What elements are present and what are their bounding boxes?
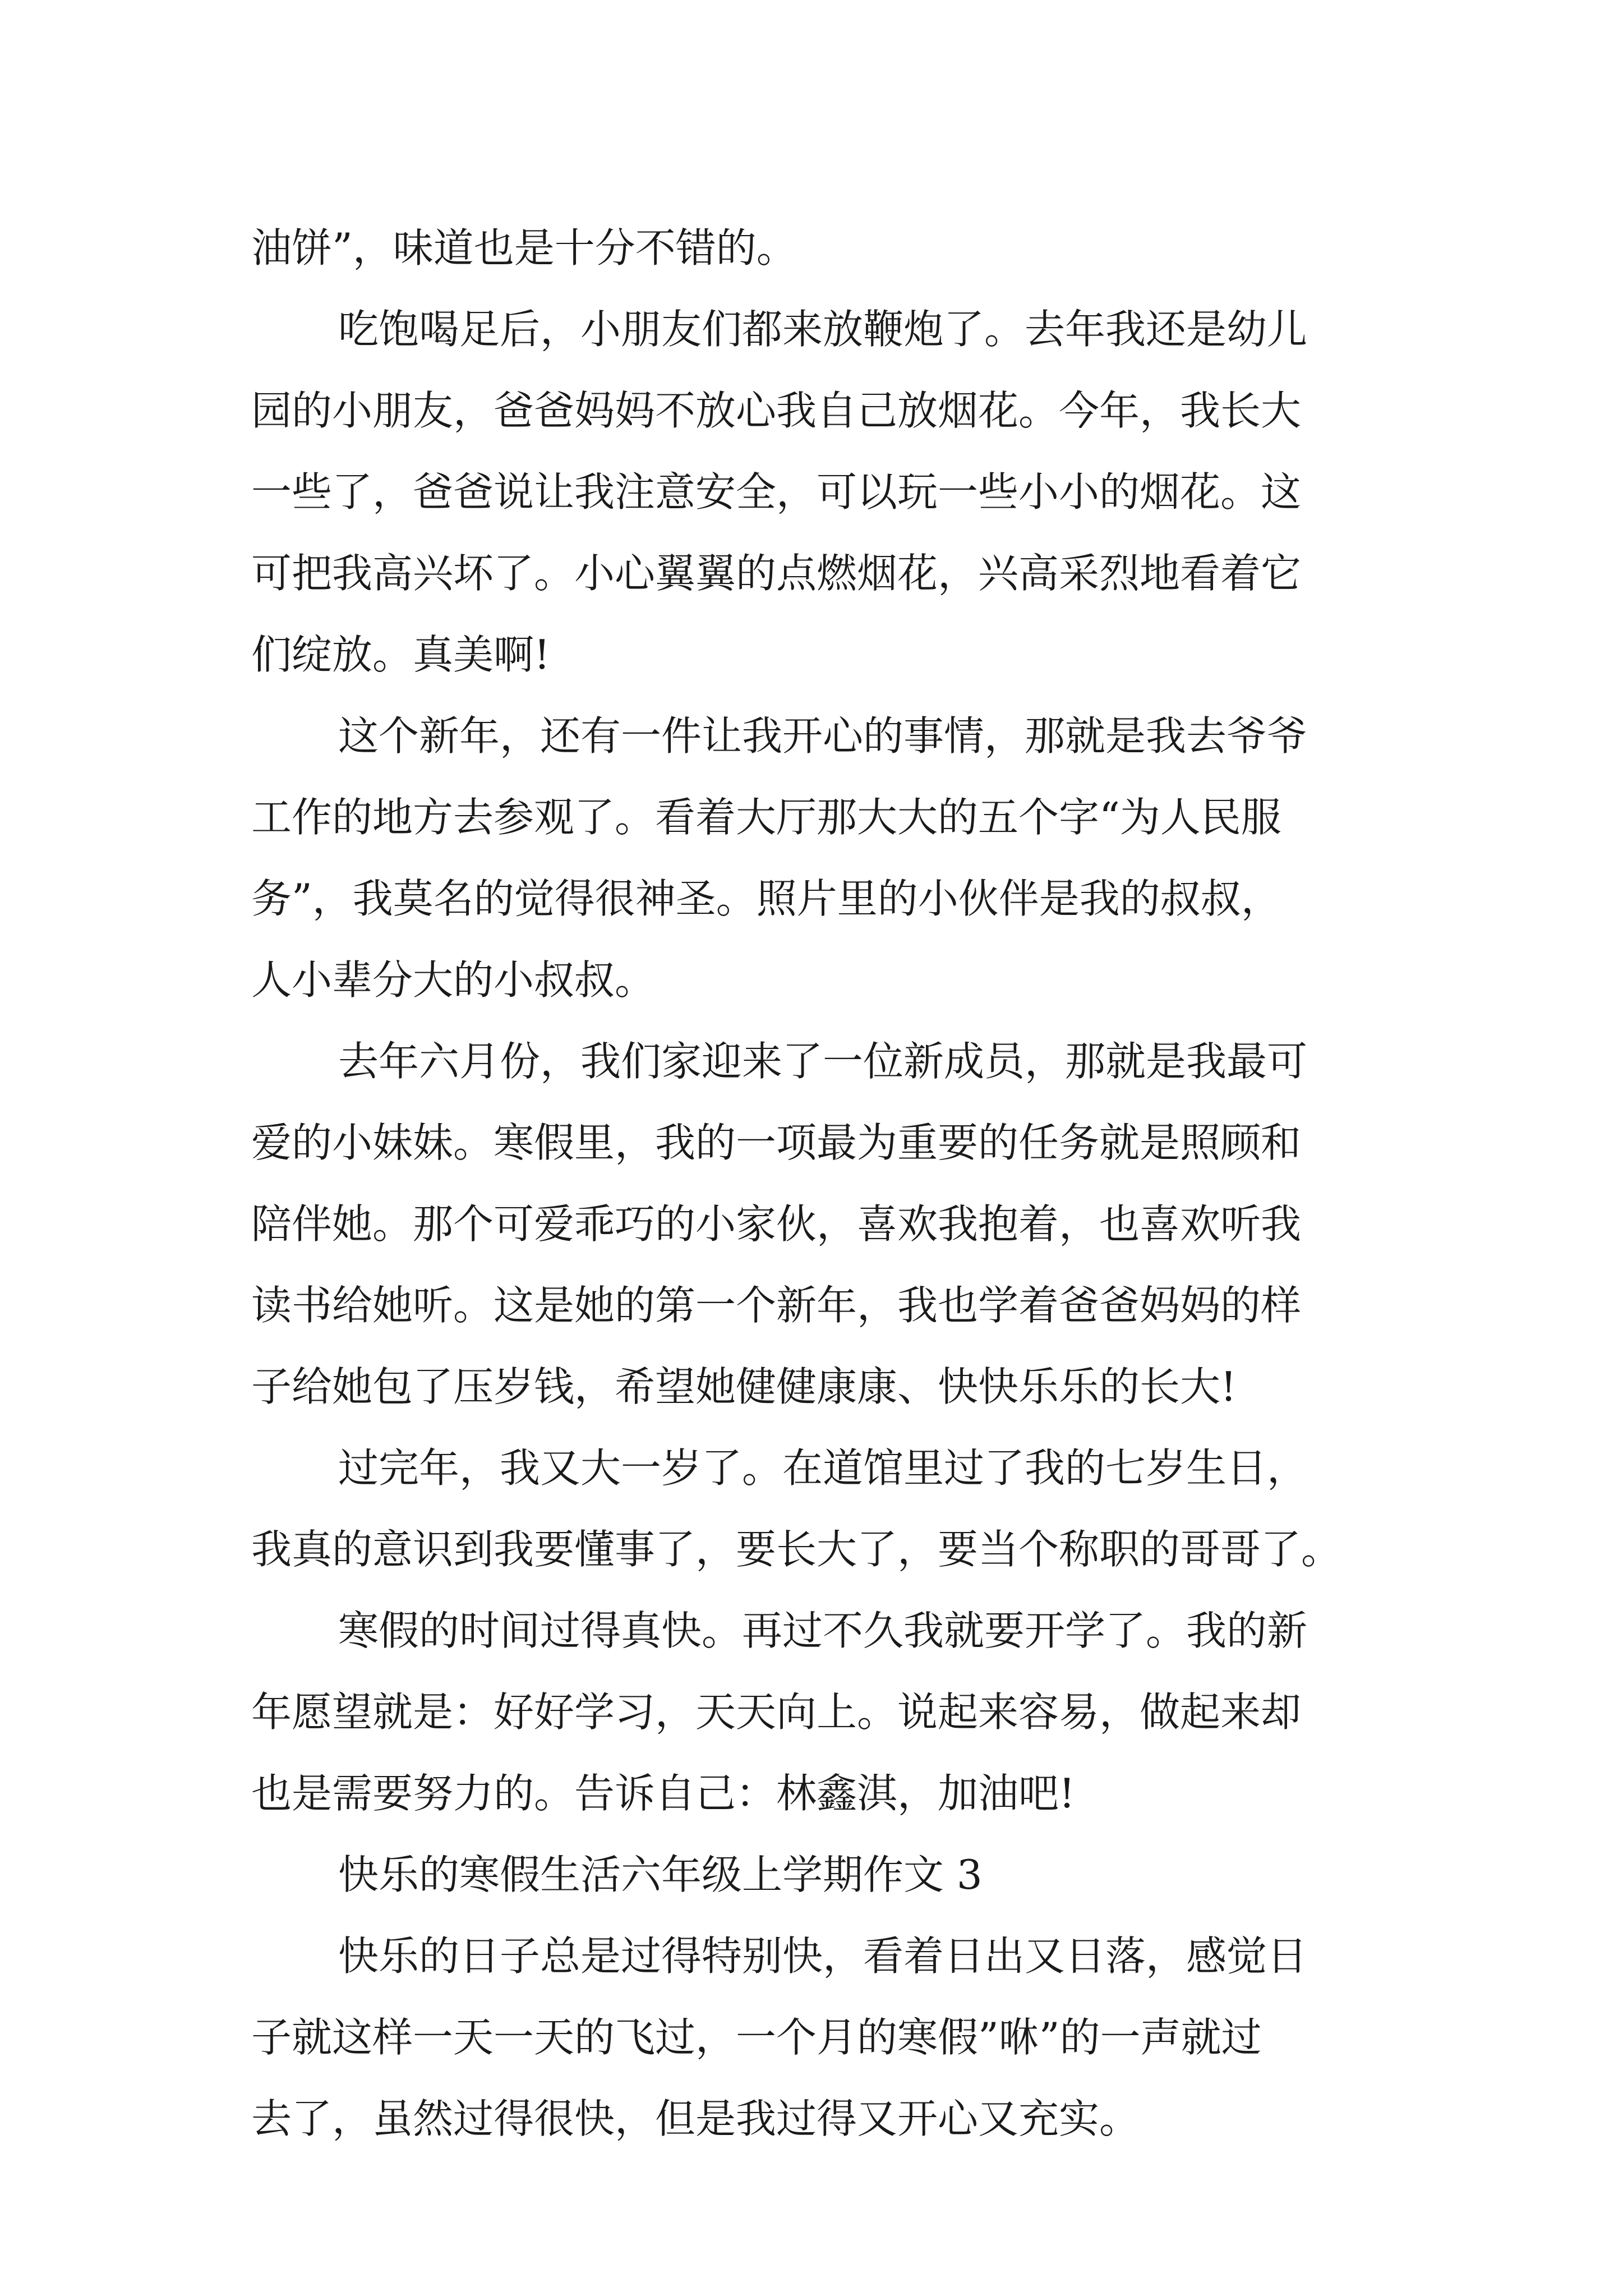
text-line: 爱的小妹妹。寒假里，我的一项最为重要的任务就是照顾和 (251, 1119, 1302, 1166)
paragraph-start-line: 快乐的日子总是过得特别快，看着日出又日落，感觉日 (338, 1932, 1308, 1980)
section-heading: 快乐的寒假生活六年级上学期作文 3 (338, 1851, 983, 1898)
text-line: 我真的意识到我要懂事了，要长大了，要当个称职的哥哥了。 (251, 1526, 1342, 1573)
text-line: 园的小朋友，爸爸妈妈不放心我自己放烟花。今年，我长大 (251, 387, 1302, 434)
paragraph-start-line: 寒假的时间过得真快。再过不久我就要开学了。我的新 (338, 1607, 1308, 1654)
document-body (251, 208, 1390, 2160)
text-line: 们绽放。真美啊! (251, 631, 550, 678)
text-line: 可把我高兴坏了。小心翼翼的点燃烟花，兴高采烈地看着它 (251, 550, 1302, 597)
text-line: 读书给她听。这是她的第一个新年，我也学着爸爸妈妈的样 (251, 1282, 1302, 1329)
text-line: 工作的地方去参观了。看着大厅那大大的五个字“为人民服 (251, 794, 1281, 841)
text-line: 陪伴她。那个可爱乖巧的小家伙，喜欢我抱着，也喜欢听我 (251, 1200, 1302, 1248)
text-line: 油饼”，味道也是十分不错的。 (251, 224, 797, 272)
text-line: 也是需要努力的。告诉自己：林鑫淇，加油吧! (251, 1770, 1075, 1817)
paragraph-start-line: 吃饱喝足后，小朋友们都来放鞭炮了。去年我还是幼儿 (338, 306, 1308, 353)
paragraph-start-line: 去年六月份，我们家迎来了一位新成员，那就是我最可 (338, 1038, 1308, 1085)
text-line: 子给她包了压岁钱，希望她健健康康、快快乐乐的长大! (251, 1363, 1237, 1410)
text-line: 务”，我莫名的觉得很神圣。照片里的小伙伴是我的叔叔， (251, 875, 1281, 922)
text-line: 去了，虽然过得很快，但是我过得又开心又充实。 (251, 2095, 1140, 2142)
paragraph-start-line: 过完年，我又大一岁了。在道馆里过了我的七岁生日， (338, 1444, 1308, 1492)
text-line: 人小辈分大的小叔叔。 (251, 956, 656, 1004)
text-line: 子就这样一天一天的飞过，一个月的寒假”咻”的一声就过 (251, 2014, 1262, 2061)
paragraph-start-line: 这个新年，还有一件让我开心的事情，那就是我去爷爷 (338, 712, 1308, 760)
text-line: 一些了，爸爸说让我注意安全，可以玩一些小小的烟花。这 (251, 468, 1302, 516)
text-line: 年愿望就是：好好学习，天天向上。说起来容易，做起来却 (251, 1688, 1302, 1736)
